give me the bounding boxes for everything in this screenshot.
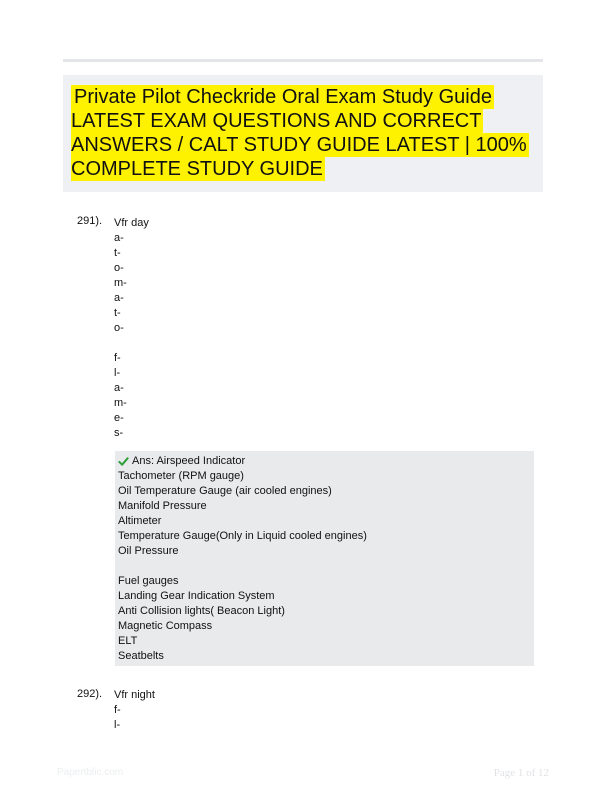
question-line: m- <box>114 277 127 289</box>
answer-line: Temperature Gauge(Only in Liquid cooled engines) <box>118 530 367 542</box>
question-line: a- <box>114 232 124 244</box>
answer-line: Landing Gear Indication System <box>118 590 275 602</box>
answer-line: Oil Temperature Gauge (air cooled engines) <box>118 485 332 497</box>
question-line: f- <box>114 352 121 364</box>
question-line: l- <box>114 719 121 731</box>
question-line <box>114 336 149 351</box>
answer-line: Seatbelts <box>118 650 164 662</box>
answer-line: Anti Collision lights( Beacon Light) <box>118 605 285 617</box>
footer-watermark: Papertblic.com <box>57 767 124 778</box>
question-text <box>114 216 149 441</box>
answer-line: ELT <box>118 635 138 647</box>
check-icon <box>118 456 129 467</box>
question-number: 291). <box>77 215 103 227</box>
title-line: Private Pilot Checkride Oral Exam Study Guide <box>71 85 494 109</box>
answer-line: Altimeter <box>118 515 162 527</box>
question-line: s- <box>114 427 124 439</box>
question-text <box>114 688 155 733</box>
title-line: LATEST EXAM QUESTIONS AND CORRECT <box>71 110 482 132</box>
title-line: ANSWERS / CALT STUDY GUIDE LATEST | 100% <box>71 134 527 156</box>
question-line: e- <box>114 412 124 424</box>
answer-line: Ans: Airspeed Indicator <box>132 455 246 467</box>
answer-line: Oil Pressure <box>118 545 179 557</box>
title-line: COMPLETE STUDY GUIDE <box>71 158 323 180</box>
question-line: o- <box>114 322 124 334</box>
question-line: m- <box>114 397 127 409</box>
answer-line: Manifold Pressure <box>118 500 207 512</box>
answer-line: Magnetic Compass <box>118 620 213 632</box>
question-line: f- <box>114 704 121 716</box>
question-line: Vfr night <box>114 689 155 701</box>
question-line: t- <box>114 247 121 259</box>
question-line: a- <box>114 382 124 394</box>
page-number: Page 1 of 12 <box>493 767 549 779</box>
question-number: 292). <box>77 688 103 700</box>
document-title-box <box>63 75 543 192</box>
question-line: l- <box>114 367 121 379</box>
question-line: Vfr day <box>114 217 149 229</box>
question-line: o- <box>114 262 124 274</box>
question-line: t- <box>114 307 121 319</box>
answer-line: Fuel gauges <box>118 575 179 587</box>
answer-line: Tachometer (RPM gauge) <box>118 470 244 482</box>
answer-box <box>115 451 534 666</box>
question-line: a- <box>114 292 124 304</box>
answer-first-line <box>118 454 534 469</box>
top-divider <box>63 59 543 62</box>
answer-line <box>118 559 534 574</box>
